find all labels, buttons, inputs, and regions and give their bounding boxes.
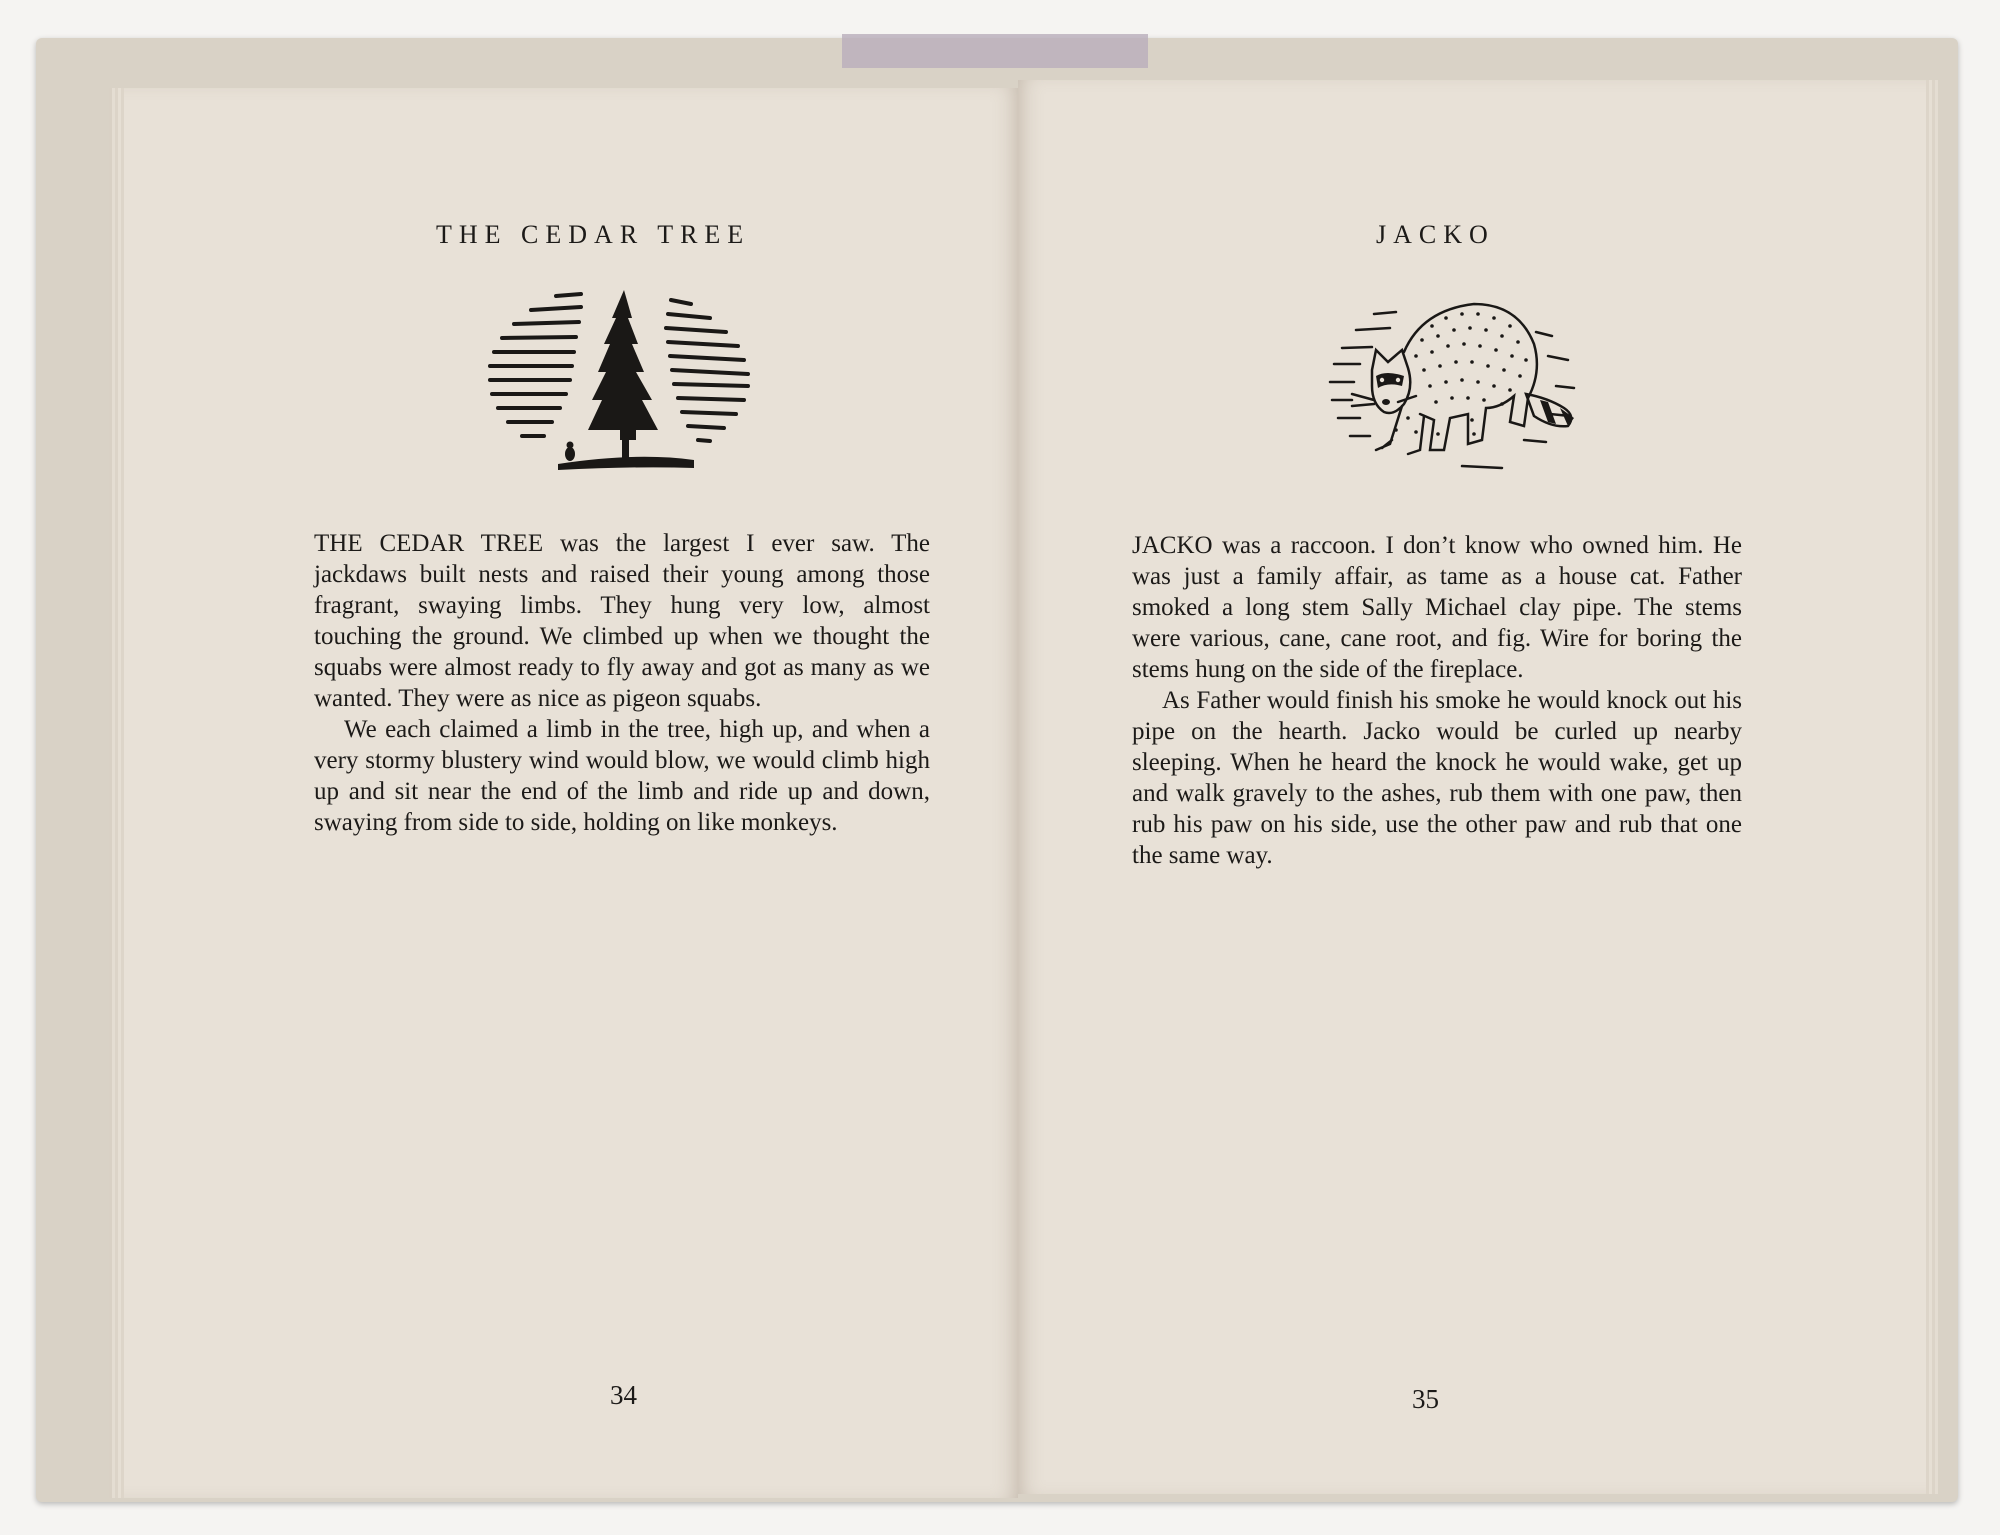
left-page-body xyxy=(314,528,930,838)
left-paragraph-2: We each claimed a limb in the tree, high up, and when a very stormy blustery wind would blow, we would climb high up and sit near the end of the limb and ride up and down, swaying from side to side, holding on like monkeys. xyxy=(314,716,930,836)
right-page-body xyxy=(1132,530,1742,871)
left-page-title: THE CEDAR TREE xyxy=(436,220,751,249)
raccoon-icon xyxy=(1312,290,1602,480)
cedar-tree-icon xyxy=(486,288,756,478)
right-page-title: JACKO xyxy=(1376,220,1495,249)
right-page-number: 35 xyxy=(1412,1384,1439,1414)
left-page xyxy=(124,88,1018,1498)
right-paragraph-2: As Father would finish his smoke he would knock out his pipe on the hearth. Jacko would be curled up nearby sleeping. When he heard the knock he would wake, get up and walk gravely to the ashes, rub them with one paw, then rub his paw on his side, use the other paw and rub that one the same way. xyxy=(1132,687,1742,869)
right-paragraph-1: JACKO was a raccoon. I don’t know who owned him. He was just a family affair, as tame as a house cat. Father smoked a long stem Sally Michael clay pipe. The stems were various, cane, cane root, and fig. Wire for boring the stems hung on the side of the fireplace. xyxy=(1132,532,1742,683)
left-page-number: 34 xyxy=(610,1380,637,1410)
left-paragraph-1: THE CEDAR TREE was the largest I ever saw. The jackdaws built nests and raised their young among those fragrant, swaying limbs. They hung very low, almost touching the ground. We climbed up when we thought the squabs were almost ready to fly away and got as many as we wanted. They were as nice as pigeon squabs. xyxy=(314,530,930,712)
right-page xyxy=(1018,80,1926,1494)
spine-tape xyxy=(842,34,1148,68)
